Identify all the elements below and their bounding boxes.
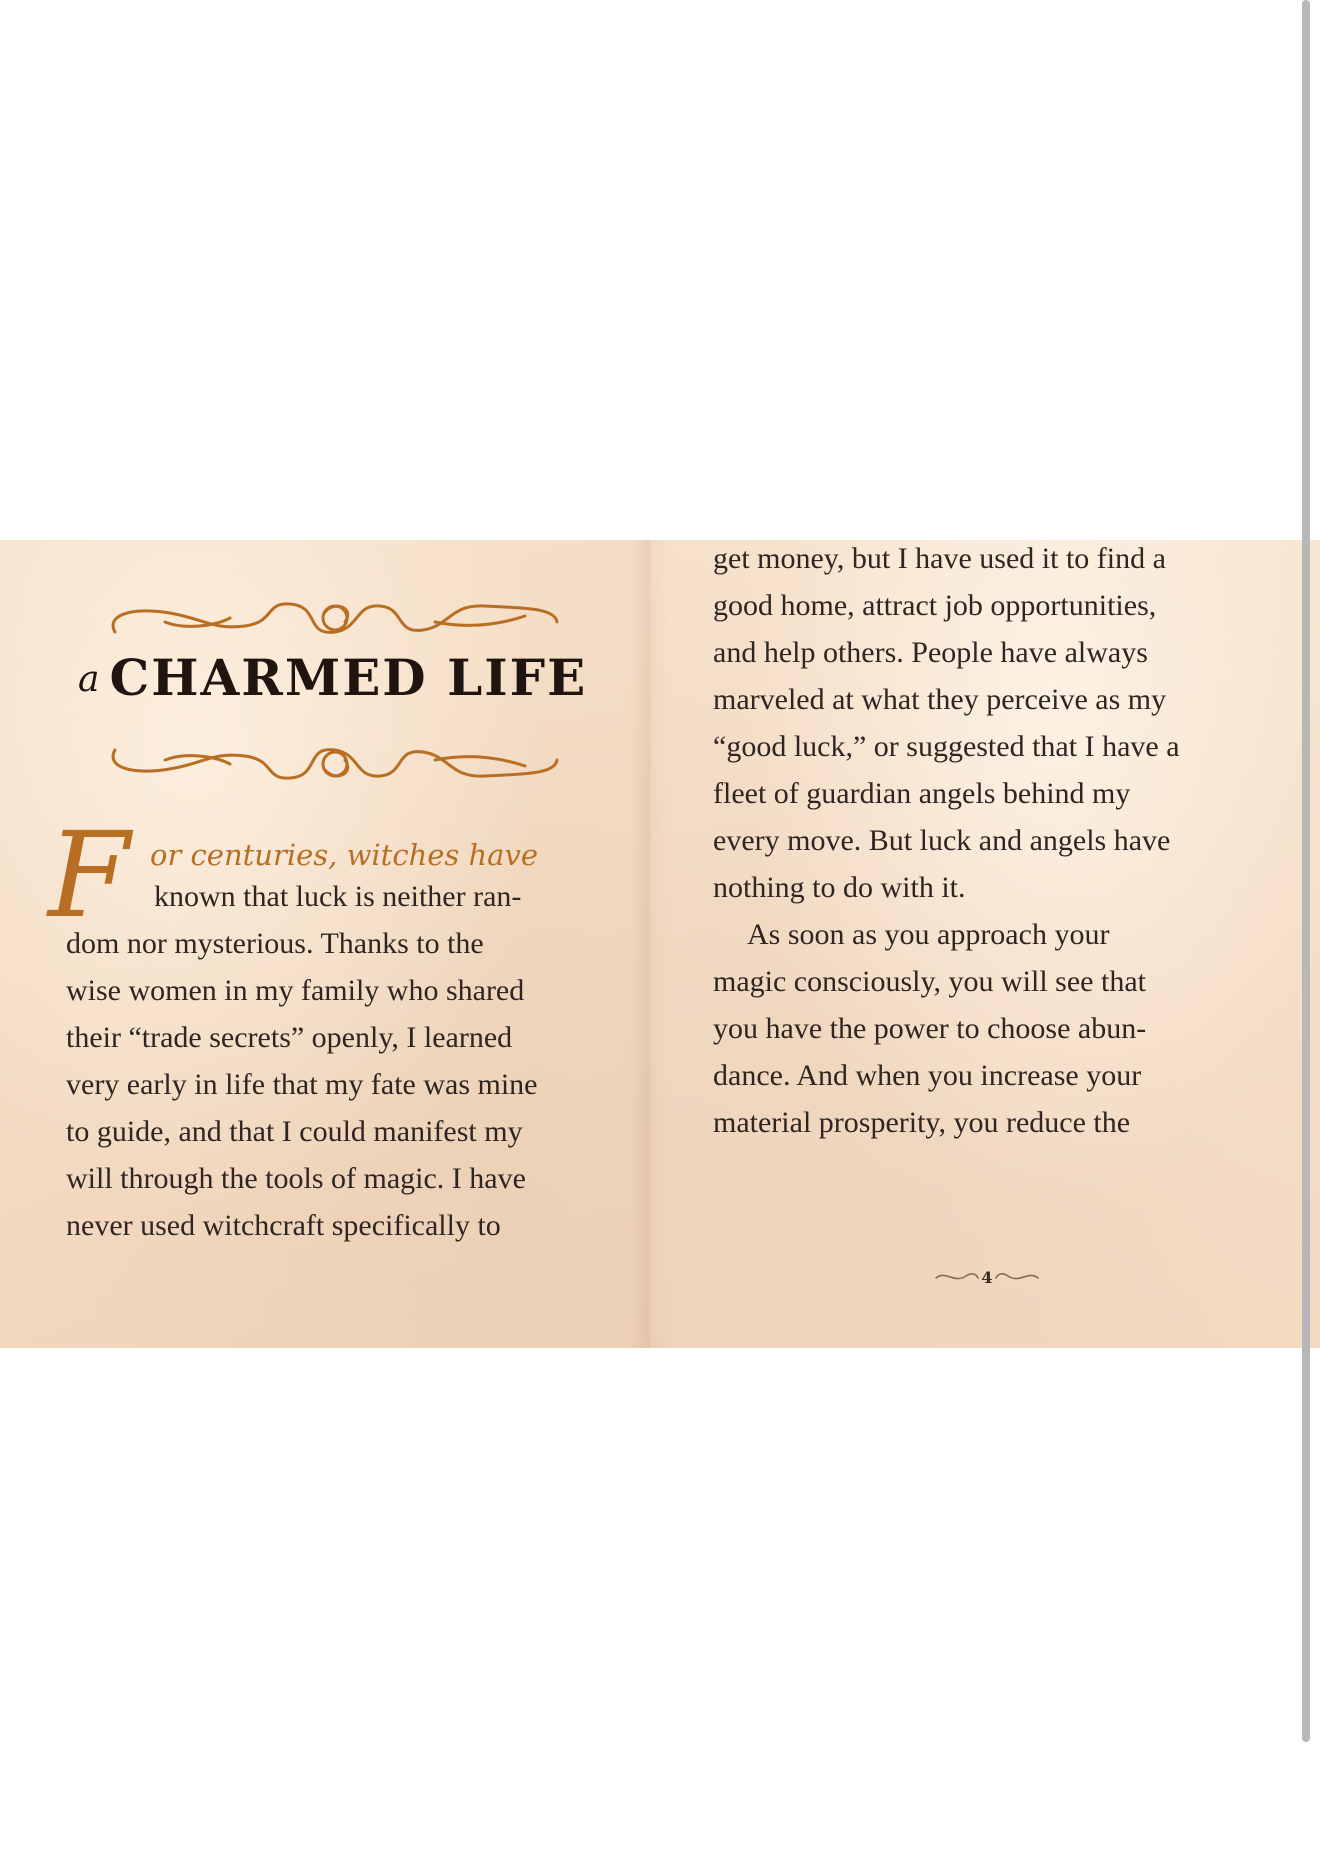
text-line	[713, 911, 1303, 958]
top-flourish-icon	[105, 592, 565, 652]
left-page	[0, 540, 649, 1348]
text-line: fleet of guardian angels behind my	[713, 777, 1131, 810]
scrollbar[interactable]	[1302, 0, 1310, 1742]
text-line: get money, but I have used it to find a	[713, 542, 1166, 575]
book-spread	[0, 540, 1320, 1348]
text-line: known that luck is neither ran-	[154, 880, 522, 913]
chapter-title-main: CHARMED LIFE	[109, 648, 588, 707]
text-line: every move. But luck and angels have	[713, 824, 1171, 857]
text-line: marveled at what they perceive as my	[713, 683, 1167, 716]
text-line: dom nor mysterious. Thanks to the	[66, 927, 484, 960]
text-line: good home, attract job opportunities,	[713, 589, 1157, 622]
chapter-title-article: a	[78, 659, 100, 700]
lead-in-text: or centuries, witches have	[150, 838, 539, 872]
text-line: to guide, and that I could manifest my	[66, 1115, 523, 1148]
page-number-folio	[932, 1266, 1042, 1290]
text-line: magic consciously, you will see that	[713, 965, 1146, 998]
text-line: very early in life that my fate was mine	[66, 1068, 538, 1101]
paragraph-start: As soon as you approach your	[747, 918, 1110, 951]
text-line: you have the power to choose abun-	[713, 1012, 1147, 1045]
left-page-body	[66, 826, 626, 1249]
right-page	[649, 540, 1320, 1348]
gutter-shadow	[630, 540, 670, 1348]
text-line: dance. And when you increase your	[713, 1059, 1142, 1092]
right-page-body	[713, 540, 1303, 1146]
text-line: their “trade secrets” openly, I learned	[66, 1021, 513, 1054]
text-line: nothing to do with it.	[713, 871, 966, 904]
text-line: wise women in my family who shared	[66, 974, 525, 1007]
text-line: “good luck,” or suggested that I have a	[713, 730, 1180, 763]
text-line: and help others. People have always	[713, 636, 1148, 669]
text-line: never used witchcraft specifically to	[66, 1209, 501, 1242]
text-line: material prosperity, you reduce the	[713, 1106, 1131, 1139]
page-number: 4	[981, 1268, 993, 1287]
drop-cap: F	[48, 806, 130, 944]
chapter-title	[78, 648, 587, 707]
text-line: will through the tools of magic. I have	[66, 1162, 526, 1195]
bottom-flourish-icon	[105, 730, 565, 790]
